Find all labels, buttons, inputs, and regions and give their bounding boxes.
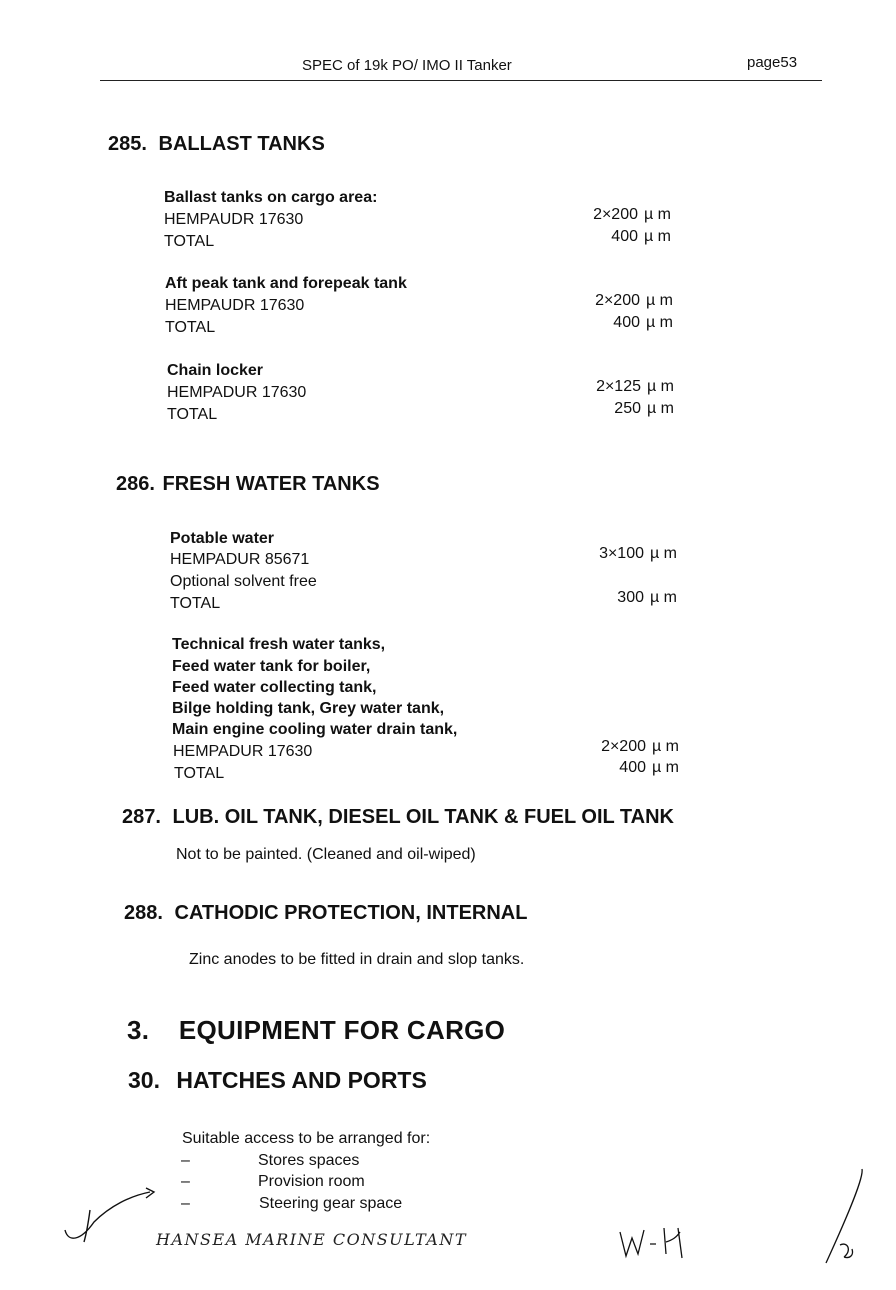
signature-right <box>818 1165 868 1270</box>
unit: µ m <box>647 378 674 395</box>
chain-locker-product: HEMPADUR 17630 <box>167 384 307 401</box>
unit: µ m <box>644 228 671 245</box>
chapter-3-title: EQUIPMENT FOR CARGO <box>178 1015 506 1045</box>
chapter-3-heading <box>127 1015 505 1046</box>
aft-peak-heading: Aft peak tank and forepeak tank <box>165 275 407 292</box>
chain-locker-thickness <box>543 378 685 396</box>
section-285-title: BALLAST TANKS <box>158 133 325 155</box>
signature-left <box>60 1180 160 1250</box>
value: 400 <box>619 759 646 776</box>
ballast-cargo-total-value <box>540 228 682 246</box>
value: 300 <box>617 589 644 606</box>
section-286-heading <box>116 473 380 496</box>
section-30-intro: Suitable access to be arranged for: <box>182 1130 431 1147</box>
section-287-number: 287. <box>122 806 161 828</box>
bullet-dash: – <box>181 1152 190 1169</box>
technical-heading-5: Main engine cooling water drain tank, <box>172 721 458 738</box>
section-287-heading <box>122 806 674 829</box>
technical-total-value <box>548 759 690 777</box>
section-286-title: FRESH WATER TANKS <box>162 473 380 495</box>
aft-peak-product: HEMPAUDR 17630 <box>165 297 305 314</box>
initials-center <box>616 1222 688 1262</box>
page-number: page53 <box>747 54 798 71</box>
section-287-title: LUB. OIL TANK, DIESEL OIL TANK & FUEL OIL TANK <box>172 806 674 828</box>
ballast-cargo-thickness <box>540 206 682 224</box>
potable-thickness <box>546 545 688 563</box>
section-285-number: 285. <box>108 133 147 155</box>
aft-peak-total-value <box>542 314 684 332</box>
ballast-cargo-total-label: TOTAL <box>164 233 215 250</box>
aft-peak-thickness <box>542 292 684 310</box>
chapter-3-number: 3. <box>127 1015 150 1045</box>
chain-locker-heading: Chain locker <box>167 362 264 379</box>
ballast-cargo-heading: Ballast tanks on cargo area: <box>164 189 378 206</box>
section-288-text: Zinc anodes to be fitted in drain and slop tanks. <box>189 951 525 968</box>
section-286-number: 286. <box>116 473 155 495</box>
unit: µ m <box>650 545 677 562</box>
technical-heading-4: Bilge holding tank, Grey water tank, <box>172 700 445 717</box>
section-288-heading <box>124 902 527 925</box>
unit: µ m <box>652 759 679 776</box>
aft-peak-total-label: TOTAL <box>165 319 216 336</box>
section-288-number: 288. <box>124 902 163 924</box>
value: 2×125 <box>596 378 641 395</box>
technical-product: HEMPADUR 17630 <box>173 743 313 760</box>
potable-total-label: TOTAL <box>170 595 221 612</box>
section-287-text: Not to be painted. (Cleaned and oil-wiped) <box>176 846 476 863</box>
value: 2×200 <box>595 292 640 309</box>
section-285-heading <box>108 133 325 156</box>
bullet-dash: – <box>181 1173 190 1190</box>
unit: µ m <box>650 589 677 606</box>
unit: µ m <box>646 292 673 309</box>
unit: µ m <box>646 314 673 331</box>
technical-heading-1: Technical fresh water tanks, <box>172 636 386 653</box>
chain-locker-total-label: TOTAL <box>167 406 218 423</box>
access-item-steering: Steering gear space <box>259 1195 403 1212</box>
footer-brand: HANSEA MARINE CONSULTANT <box>156 1230 468 1249</box>
potable-heading: Potable water <box>170 530 275 547</box>
unit: µ m <box>647 400 674 417</box>
section-30-heading <box>128 1067 427 1094</box>
potable-product: HEMPADUR 85671 <box>170 551 310 568</box>
value: 400 <box>611 228 638 245</box>
value: 2×200 <box>593 206 638 223</box>
value: 2×200 <box>601 738 646 755</box>
technical-thickness <box>548 738 690 756</box>
unit: µ m <box>644 206 671 223</box>
section-30-title: HATCHES AND PORTS <box>176 1067 427 1093</box>
access-item-provision: Provision room <box>258 1173 365 1190</box>
bullet-dash: – <box>181 1195 190 1212</box>
value: 400 <box>613 314 640 331</box>
header-title: SPEC of 19k PO/ IMO II Tanker <box>302 57 512 74</box>
ballast-cargo-product: HEMPAUDR 17630 <box>164 211 304 228</box>
technical-total-label: TOTAL <box>174 765 225 782</box>
section-288-title: CATHODIC PROTECTION, INTERNAL <box>174 902 528 924</box>
unit: µ m <box>652 738 679 755</box>
technical-heading-2: Feed water tank for boiler, <box>172 658 371 675</box>
value: 3×100 <box>599 545 644 562</box>
potable-optional: Optional solvent free <box>170 573 317 590</box>
potable-total-value <box>546 589 688 607</box>
header-rule <box>100 80 822 81</box>
chain-locker-total-value <box>543 400 685 418</box>
access-item-stores: Stores spaces <box>258 1152 360 1169</box>
section-30-number: 30. <box>128 1067 160 1093</box>
technical-heading-3: Feed water collecting tank, <box>172 679 377 696</box>
value: 250 <box>614 400 641 417</box>
